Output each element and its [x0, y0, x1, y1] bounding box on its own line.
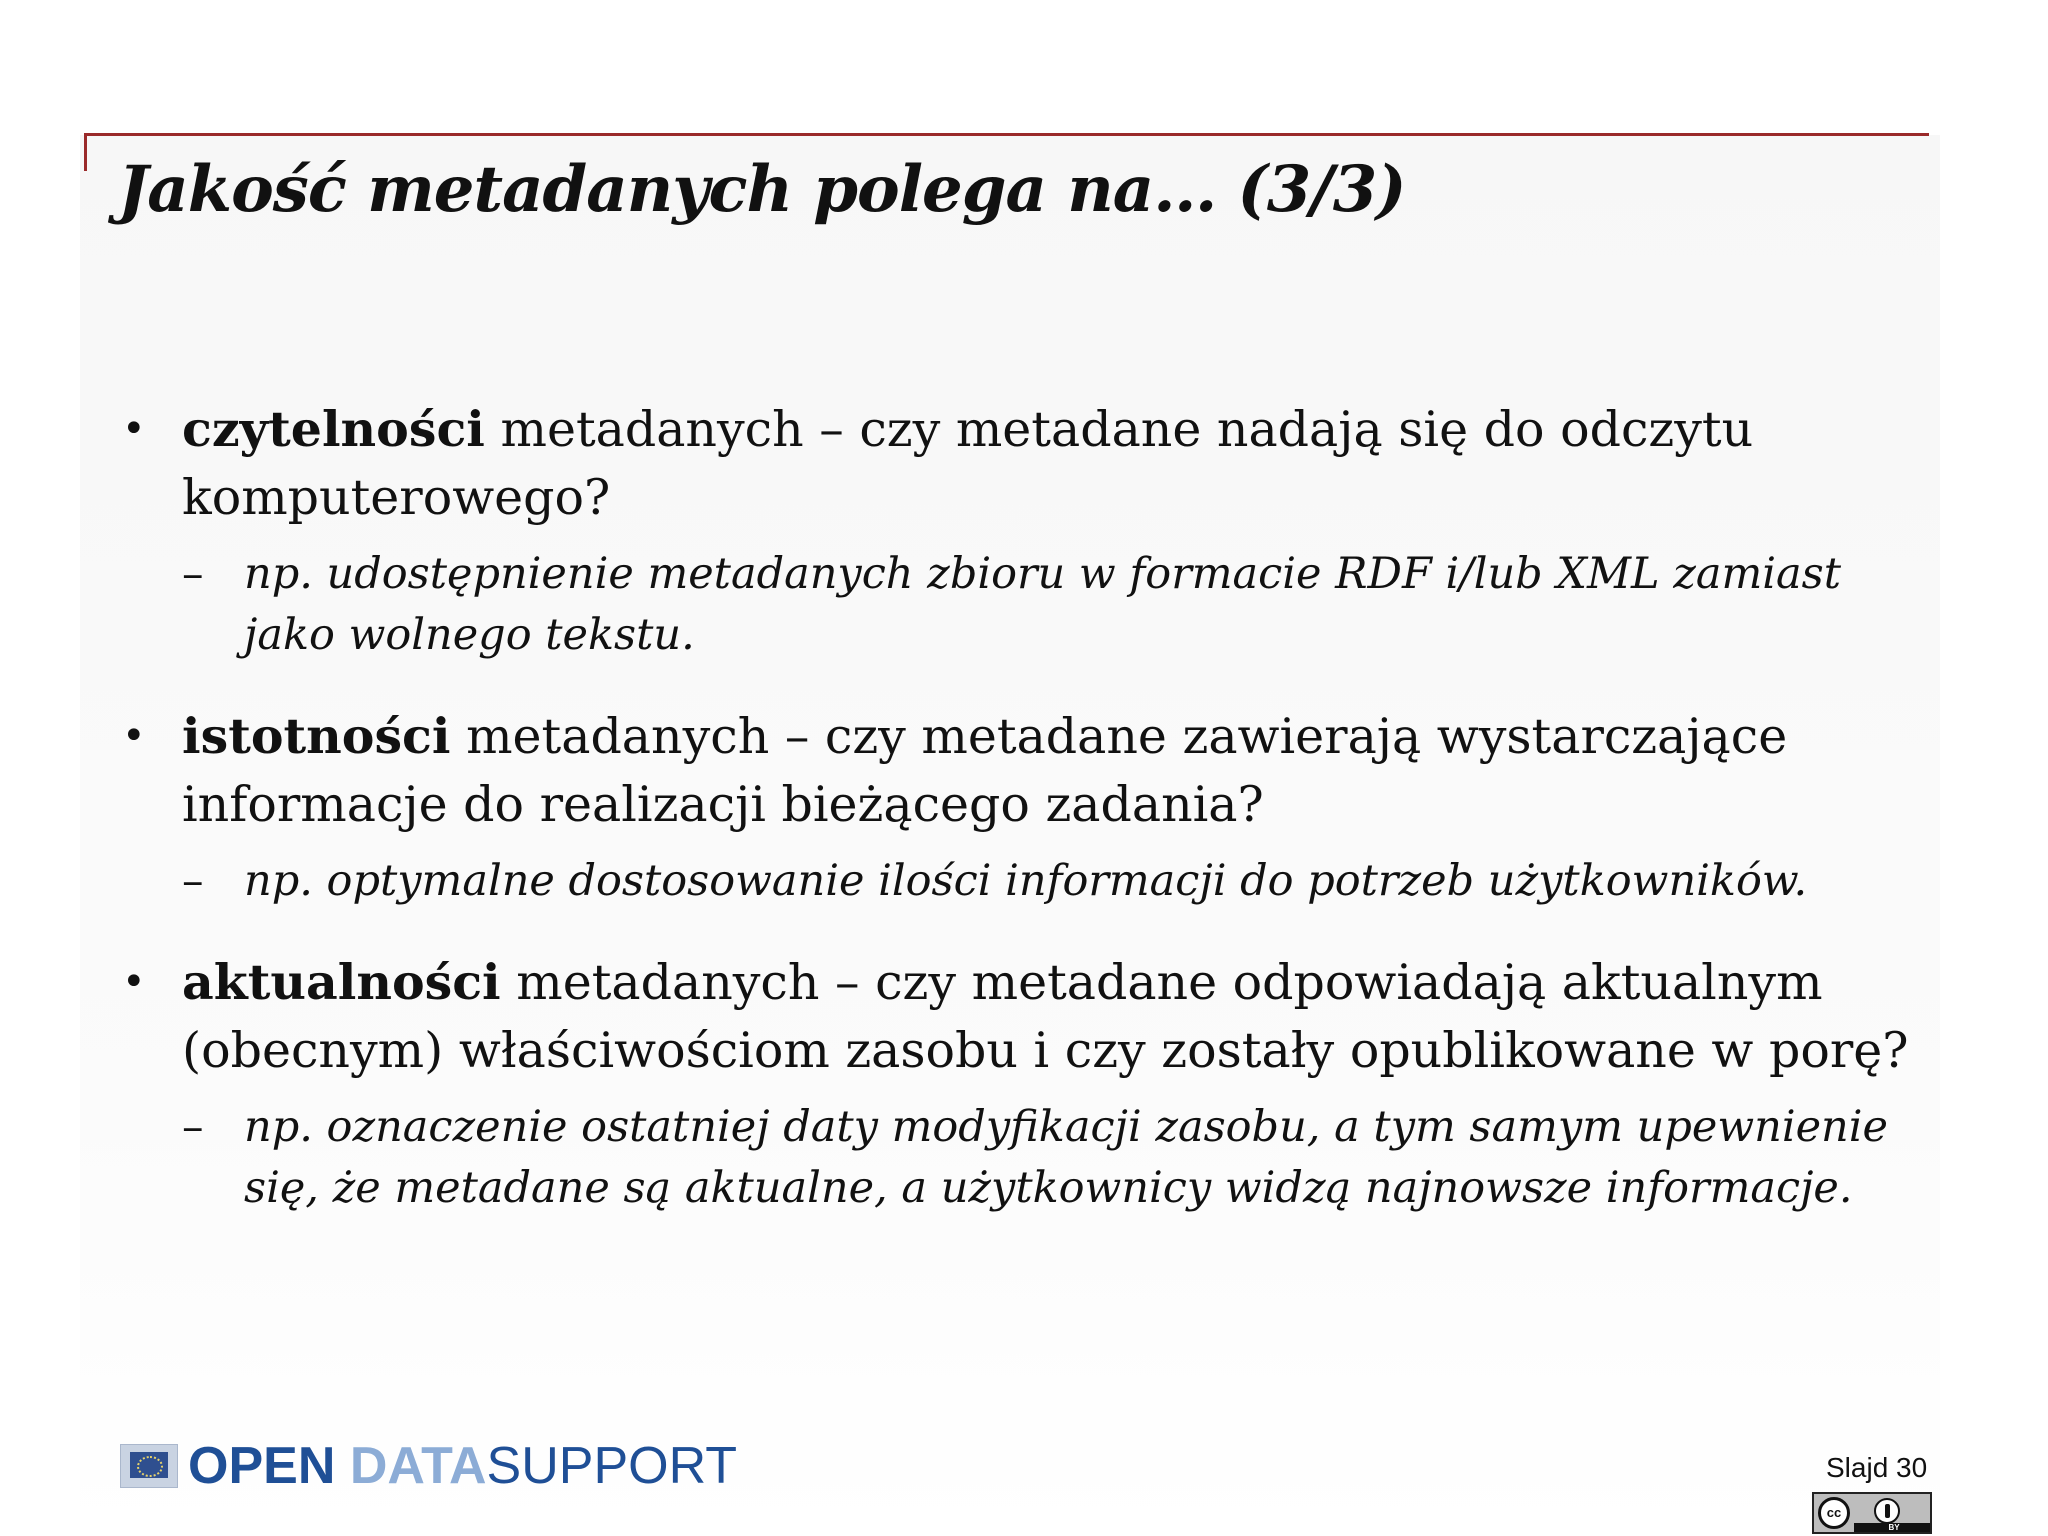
cc-by-license-badge — [1812, 1492, 1932, 1534]
bullet-list — [118, 395, 1918, 1255]
bullet-example — [118, 1097, 1918, 1219]
bullet-term: czytelności — [182, 400, 485, 458]
bullet-dot-icon: • — [122, 406, 146, 452]
example-text: np. optymalne dostosowanie ilości informacji do potrzeb użytkowników. — [244, 856, 1808, 906]
dash-icon: – — [182, 549, 204, 599]
eu-flag-stars — [137, 1456, 163, 1477]
bullet-dot-icon: • — [122, 713, 146, 759]
open-data-support-logo — [120, 1436, 737, 1496]
example-text: np. udostępnienie metadanych zbioru w formacie RDF i/lub XML zamiast jako wolnego tekstu. — [244, 549, 1842, 660]
bullet-term: aktualności — [182, 953, 501, 1011]
bullet-item — [118, 395, 1918, 532]
logo-support: SUPPORT — [486, 1437, 737, 1495]
eu-flag-icon — [120, 1444, 178, 1488]
bullet-text: metadanych – czy metadane nadają się do odczytu komputerowego? — [182, 401, 1754, 526]
bullet-example — [118, 851, 1918, 912]
title-rule — [84, 133, 1929, 136]
example-text: np. oznaczenie ostatniej daty modyfikacji zasobu, a tym samym upewnienie się, że metadane są aktualne, a użytkownicy widzą najnowsze informacje. — [244, 1102, 1888, 1213]
bullet-item — [118, 948, 1918, 1085]
bullet-term: istotności — [182, 707, 451, 765]
by-label: BY — [1854, 1523, 1932, 1532]
bullet-item — [118, 702, 1918, 839]
slide-title: Jakość metadanych polega na… (3/3) — [118, 152, 1406, 227]
by-icon — [1874, 1498, 1900, 1524]
logo-text — [188, 1436, 737, 1496]
cc-icon: cc — [1818, 1497, 1850, 1529]
logo-data: DATA — [349, 1437, 487, 1495]
bullet-dot-icon: • — [122, 959, 146, 1005]
logo-open: OPEN — [188, 1437, 336, 1495]
dash-icon: – — [182, 1102, 204, 1152]
dash-icon: – — [182, 856, 204, 906]
slide-number: Slajd 30 — [1826, 1452, 1928, 1483]
title-rule-tick — [84, 133, 87, 171]
bullet-text: metadanych – czy metadane odpowiadają aktualnym (obecnym) właściwościom zasobu i czy zostały opublikowane w porę? — [182, 954, 1909, 1079]
bullet-text: metadanych – czy metadane zawierają wystarczające informacje do realizacji bieżącego zadania? — [182, 708, 1788, 833]
bullet-example — [118, 544, 1918, 666]
